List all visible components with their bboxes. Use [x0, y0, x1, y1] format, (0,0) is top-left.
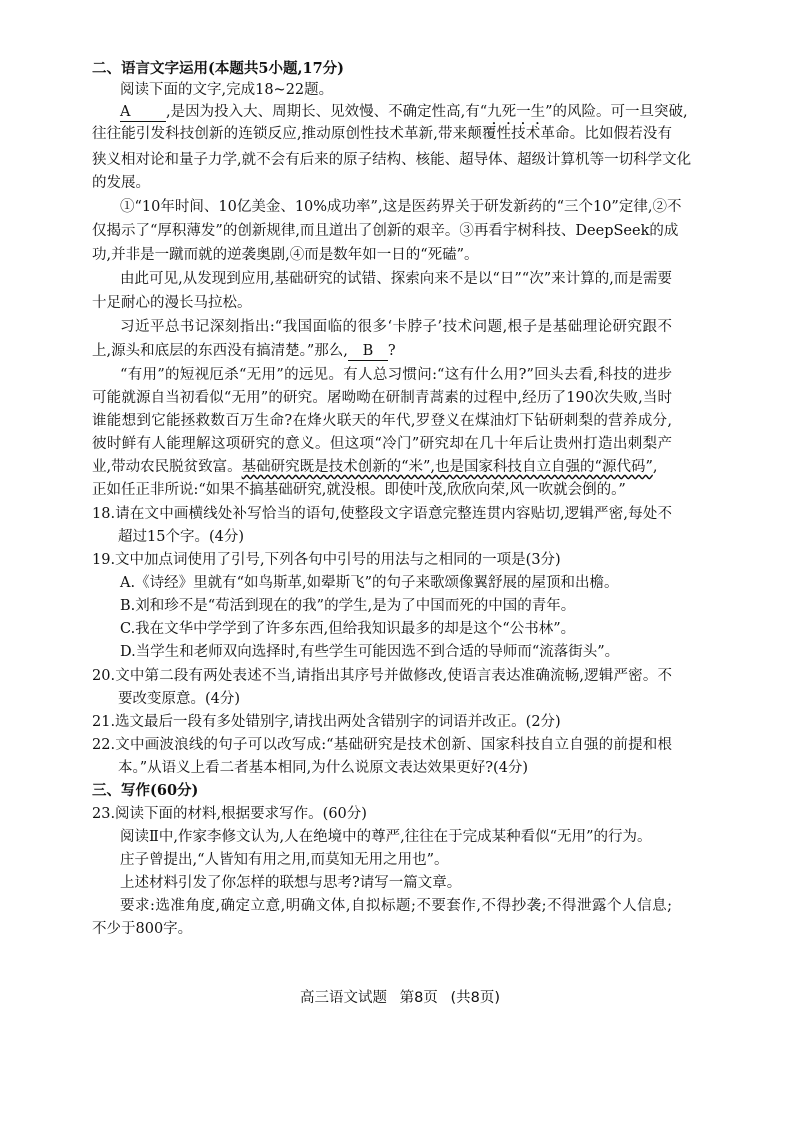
p2-line3: 功,并非是一蹴而就的逆袭奥剧,④而是数年如一日的“死磕”。 — [92, 247, 479, 263]
p1-line2: 往往能引发科技创新的连锁反应,推动原创性技术革新,带来颠覆性技术革命。比如假若没有 — [92, 126, 672, 142]
q23-requirement-2: 不少于800字。 — [92, 921, 193, 937]
footer-page: 第8页 — [399, 990, 438, 1006]
dotted-phrase: 九死一生 — [487, 104, 546, 120]
q19-option-d: D.当学生和老师双向选择时,有些学生可能因选不到合适的导师而“流落街头”。 — [120, 644, 620, 660]
p3-line2: 十足耐心的漫长马拉松。 — [92, 295, 252, 311]
section2-intro: 阅读下面的文字,完成18~22题。 — [120, 82, 334, 98]
blank-a: A — [120, 103, 166, 122]
q19-option-c: C.我在文华中学学到了许多东西,但给我知识最多的却是这个“公书林”。 — [120, 621, 576, 637]
p4-line2: 上,源头和底层的东西没有搞清楚。”那么, B ? — [92, 343, 396, 359]
p1-line1: A ,是因为投入大、周期长、见效慢、不确定性高,有“九死一生”的风险。可一旦突破, — [120, 104, 688, 120]
q22-line1: 22.文中画波浪线的句子可以改写成:“基础研究是技术创新、国家科技自立自强的前提和根 — [92, 737, 672, 753]
wavy-sentence: 基础研究既是技术创新的“米”,也是国家科技自立自强的“源代码” — [241, 459, 653, 475]
page-footer — [0, 987, 800, 1009]
section2-heading: 二、语言文字运用(本题共5小题,17分) — [92, 60, 345, 77]
footer-total: (共8页) — [450, 990, 500, 1006]
footer-title: 高三语文试题 — [300, 990, 387, 1006]
q18-line2: 超过15个字。(4分) — [118, 529, 244, 545]
q20-line1: 20.文中第二段有两处表述不当,请指出其序号并做修改,使语言表达准确流畅,逻辑严密。不 — [92, 668, 672, 684]
p1-line3: 狭义相对论和量子力学,就不会有后来的原子结构、核能、超导体、超级计算机等一切科学文化 — [92, 152, 692, 168]
q23-requirement-1: 要求:选准角度,确定立意,明确文体,自拟标题;不要套作,不得抄袭;不得泄露个人信息; — [120, 898, 672, 914]
p5-line5: 业,带动农民脱贫致富。基础研究既是技术创新的“米”,也是国家科技自立自强的“源代码”, — [92, 459, 658, 475]
q23-stem: 23.阅读下面的材料,根据要求写作。(60分) — [92, 806, 367, 822]
section3-heading: 三、写作(60分) — [92, 782, 199, 799]
q19-option-a: A.《诗经》里就有“如鸟斯革,如翚斯飞”的句子来歌颂像翼舒展的屋顶和出檐。 — [120, 575, 619, 591]
q20-line2: 要改变原意。(4分) — [118, 691, 241, 707]
q19-stem: 19.文中加点词使用了引号,下列各句中引号的用法与之相同的一项是(3分) — [92, 552, 561, 568]
q18-line1: 18.请在文中画横线处补写恰当的语句,使整段文字语意完整连贯内容贴切,逻辑严密,每处不 — [92, 506, 672, 522]
blank-b: B — [348, 342, 388, 361]
q23-material-3: 上述材料引发了你怎样的联想与思考?请写一篇文章。 — [120, 875, 462, 891]
p2-line1: ①“10年时间、10亿美金、10%成功率”,这是医药界关于研发新药的“三个10”定律,②不 — [120, 199, 682, 215]
p5-line4: 彼时鲜有人能理解这项研究的意义。但这项“冷门”研究却在几十年后让贵州打造出刺梨产 — [92, 436, 672, 452]
p5-line3: 谁能想到它能拯救数百万生命?在烽火联天的年代,罗登义在煤油灯下钻研刺梨的营养成分, — [92, 413, 672, 429]
p5-line1: “有用”的短视厄杀“无用”的远见。有人总习惯问:“这有什么用?”回头去看,科技的进步 — [120, 367, 672, 383]
q21-line1: 21.选文最后一段有多处错别字,请找出两处含错别字的词语并改正。(2分) — [92, 714, 561, 730]
q23-material-1: 阅读Ⅱ中,作家李修文认为,人在绝境中的尊严,往往在于完成某种看似“无用”的行为。 — [120, 829, 652, 845]
p4-line1: 习近平总书记深刻指出:“我国面临的很多‘卡脖子’技术问题,根子是基础理论研究跟不 — [120, 319, 672, 335]
p1-line4: 的发展。 — [92, 175, 150, 191]
p2-line2: 仅揭示了“厚积薄发”的创新规律,而且道出了创新的艰辛。③再看宇树科技、DeepSeek的成 — [92, 223, 679, 239]
q19-option-b: B.刘和珍不是“苟活到现在的我”的学生,是为了中国而死的中国的青年。 — [120, 598, 576, 614]
q22-line2: 本。”从语义上看二者基本相同,为什么说原文表达效果更好?(4分) — [118, 760, 529, 776]
q23-material-2: 庄子曾提出,“人皆知有用之用,而莫知无用之用也”。 — [120, 852, 449, 868]
p5-line6: 正如任正非所说:“如果不搞基础研究,就没根。即使叶茂,欣欣向荣,风一吹就会倒的。” — [92, 482, 626, 498]
p5-line2: 可能就源自当初看似“无用”的研究。屠呦呦在研制青蒿素的过程中,经历了190次失败,当时 — [92, 390, 672, 406]
p3-line1: 由此可见,从发现到应用,基础研究的试错、探索向来不是以“日”“次”来计算的,而是需要 — [120, 271, 672, 287]
